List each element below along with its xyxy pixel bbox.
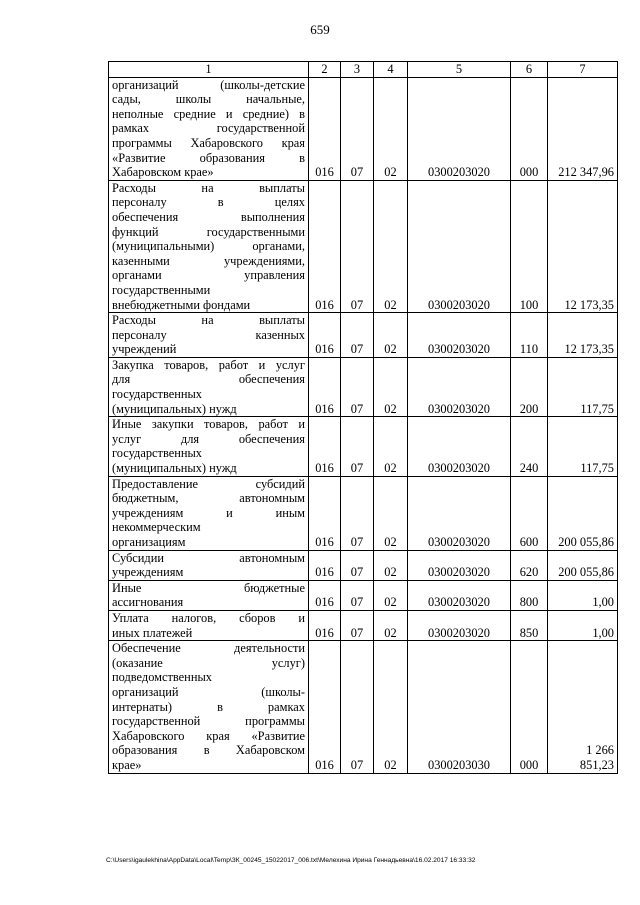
row-amount: 117,75 xyxy=(548,417,618,476)
description-line: внебюджетными фондами xyxy=(112,297,251,312)
row-amount: 1 266 851,23 xyxy=(548,641,618,773)
header-col-3: 3 xyxy=(341,62,374,78)
description-line: персоналу в целях xyxy=(112,195,305,210)
row-code-ministry: 016 xyxy=(309,417,341,476)
header-col-5: 5 xyxy=(408,62,511,78)
description-line: учреждений xyxy=(112,342,177,357)
row-code-section: 07 xyxy=(341,180,374,312)
row-code-expense-type: 000 xyxy=(511,641,548,773)
description-line: государственной программы xyxy=(112,714,305,729)
row-code-subsection: 02 xyxy=(374,550,408,580)
description-line: организациям xyxy=(112,535,186,549)
row-code-target: 0300203020 xyxy=(408,77,511,180)
row-code-subsection: 02 xyxy=(374,77,408,180)
description-line: обеспечения выполнения xyxy=(112,209,305,224)
row-code-section: 07 xyxy=(341,610,374,640)
description-line: иных платежей xyxy=(112,625,193,640)
description-line: Хабаровского края «Развитие xyxy=(112,728,305,743)
row-code-subsection: 02 xyxy=(374,610,408,640)
row-code-expense-type: 110 xyxy=(511,313,548,358)
table-row xyxy=(109,641,618,773)
row-amount: 1,00 xyxy=(548,580,618,610)
row-amount: 117,75 xyxy=(548,357,618,416)
table-row xyxy=(109,417,618,476)
description-line: программы Хабаровского края xyxy=(112,135,305,150)
description-line: рамках государственной xyxy=(112,121,305,136)
row-code-section: 07 xyxy=(341,417,374,476)
table-row xyxy=(109,313,618,358)
description-line: (муниципальных) нужд xyxy=(112,401,237,416)
row-code-section: 07 xyxy=(341,550,374,580)
row-code-section: 07 xyxy=(341,357,374,416)
description-line: Хабаровском крае» xyxy=(112,165,214,180)
row-code-ministry: 016 xyxy=(309,476,341,550)
description-line: организаций (школы- xyxy=(112,684,305,699)
description-line: (муниципальными) органами, xyxy=(112,239,305,254)
row-description xyxy=(109,580,309,610)
description-line: неполные средние и средние) в xyxy=(112,106,305,121)
description-line: Иные бюджетные xyxy=(112,580,305,595)
description-line: государственными xyxy=(112,282,211,297)
row-code-subsection: 02 xyxy=(374,417,408,476)
table-row xyxy=(109,580,618,610)
row-code-section: 07 xyxy=(341,476,374,550)
row-code-ministry: 016 xyxy=(309,357,341,416)
row-description xyxy=(109,180,309,312)
header-col-1: 1 xyxy=(109,62,309,78)
description-line: организаций (школы-детские xyxy=(112,77,305,92)
description-line: (оказание услуг) xyxy=(112,655,305,670)
row-code-expense-type: 200 xyxy=(511,357,548,416)
row-code-subsection: 02 xyxy=(374,313,408,358)
row-code-target: 0300203020 xyxy=(408,476,511,550)
row-code-subsection: 02 xyxy=(374,641,408,773)
row-code-ministry: 016 xyxy=(309,77,341,180)
description-line: ассигнования xyxy=(112,595,184,610)
row-description xyxy=(109,417,309,476)
description-line: казенными учреждениями, xyxy=(112,253,305,268)
description-line: Субсидии автономным xyxy=(112,550,305,565)
row-description xyxy=(109,357,309,416)
row-code-ministry: 016 xyxy=(309,313,341,358)
description-line: для обеспечения xyxy=(112,372,305,387)
row-code-subsection: 02 xyxy=(374,476,408,550)
row-code-target: 0300203020 xyxy=(408,417,511,476)
description-line: учреждениям и иным xyxy=(112,505,305,520)
description-line: персоналу казенных xyxy=(112,327,305,342)
row-code-expense-type: 850 xyxy=(511,610,548,640)
description-line: учреждениям xyxy=(112,565,184,580)
header-col-6: 6 xyxy=(511,62,548,78)
table-row xyxy=(109,77,618,180)
header-col-2: 2 xyxy=(309,62,341,78)
row-code-expense-type: 240 xyxy=(511,417,548,476)
description-line: функций государственными xyxy=(112,224,305,239)
row-code-expense-type: 620 xyxy=(511,550,548,580)
row-code-expense-type: 600 xyxy=(511,476,548,550)
header-col-7: 7 xyxy=(548,62,618,78)
table-row xyxy=(109,550,618,580)
row-code-target: 0300203020 xyxy=(408,610,511,640)
row-amount: 200 055,86 xyxy=(548,476,618,550)
description-line: государственных xyxy=(112,446,203,461)
description-line: интернаты) в рамках xyxy=(112,699,305,714)
description-line: сады, школы начальные, xyxy=(112,92,305,107)
row-code-section: 07 xyxy=(341,580,374,610)
row-description xyxy=(109,77,309,180)
description-line: Расходы на выплаты xyxy=(112,180,305,195)
description-line: (муниципальных) нужд xyxy=(112,461,237,476)
row-code-expense-type: 000 xyxy=(511,77,548,180)
description-line: Уплата налогов, сборов и xyxy=(112,610,305,625)
budget-table xyxy=(108,61,618,774)
row-description xyxy=(109,550,309,580)
description-line: Предоставление субсидий xyxy=(112,476,305,491)
description-line: органами управления xyxy=(112,268,305,283)
description-line: бюджетным, автономным xyxy=(112,491,305,506)
description-line: подведомственных xyxy=(112,670,212,685)
row-code-target: 0300203020 xyxy=(408,357,511,416)
row-code-target: 0300203020 xyxy=(408,550,511,580)
row-amount: 200 055,86 xyxy=(548,550,618,580)
row-code-expense-type: 100 xyxy=(511,180,548,312)
row-description xyxy=(109,641,309,773)
description-line: Закупка товаров, работ и услуг xyxy=(112,357,305,372)
description-line: «Развитие образования в xyxy=(112,150,305,165)
row-amount: 212 347,96 xyxy=(548,77,618,180)
description-line: Обеспечение деятельности xyxy=(112,641,305,656)
row-code-target: 0300203030 xyxy=(408,641,511,773)
row-code-ministry: 016 xyxy=(309,641,341,773)
description-line: услуг для обеспечения xyxy=(112,431,305,446)
table-row xyxy=(109,610,618,640)
table-row xyxy=(109,357,618,416)
description-line: крае» xyxy=(112,757,142,772)
description-line: Иные закупки товаров, работ и xyxy=(112,417,305,432)
row-amount: 1,00 xyxy=(548,610,618,640)
row-code-ministry: 016 xyxy=(309,580,341,610)
description-line: некоммерческим xyxy=(112,520,201,535)
row-description xyxy=(109,313,309,358)
row-code-subsection: 02 xyxy=(374,180,408,312)
row-code-section: 07 xyxy=(341,313,374,358)
row-code-section: 07 xyxy=(341,641,374,773)
row-code-ministry: 016 xyxy=(309,610,341,640)
row-description xyxy=(109,610,309,640)
table-header-row xyxy=(109,62,618,78)
description-line: Расходы на выплаты xyxy=(112,313,305,328)
row-code-section: 07 xyxy=(341,77,374,180)
row-code-subsection: 02 xyxy=(374,357,408,416)
row-code-expense-type: 800 xyxy=(511,580,548,610)
description-line: государственных xyxy=(112,387,203,402)
row-amount: 12 173,35 xyxy=(548,180,618,312)
table-row xyxy=(109,476,618,550)
row-code-ministry: 016 xyxy=(309,180,341,312)
row-amount: 12 173,35 xyxy=(548,313,618,358)
row-code-subsection: 02 xyxy=(374,580,408,610)
row-code-target: 0300203020 xyxy=(408,580,511,610)
table-row xyxy=(109,180,618,312)
header-col-4: 4 xyxy=(374,62,408,78)
description-line: образования в Хабаровском xyxy=(112,743,305,758)
page-number: 659 xyxy=(310,22,330,37)
row-code-target: 0300203020 xyxy=(408,313,511,358)
file-path-footer: C:\Users\igaulekhina\AppData\Local\Temp\ЗК_00245_15022017_006.txt\Мелехина Ирина Геннадьевна\16.02.2017 16:33:32 xyxy=(106,857,476,864)
row-code-ministry: 016 xyxy=(309,550,341,580)
row-code-target: 0300203020 xyxy=(408,180,511,312)
row-description xyxy=(109,476,309,550)
